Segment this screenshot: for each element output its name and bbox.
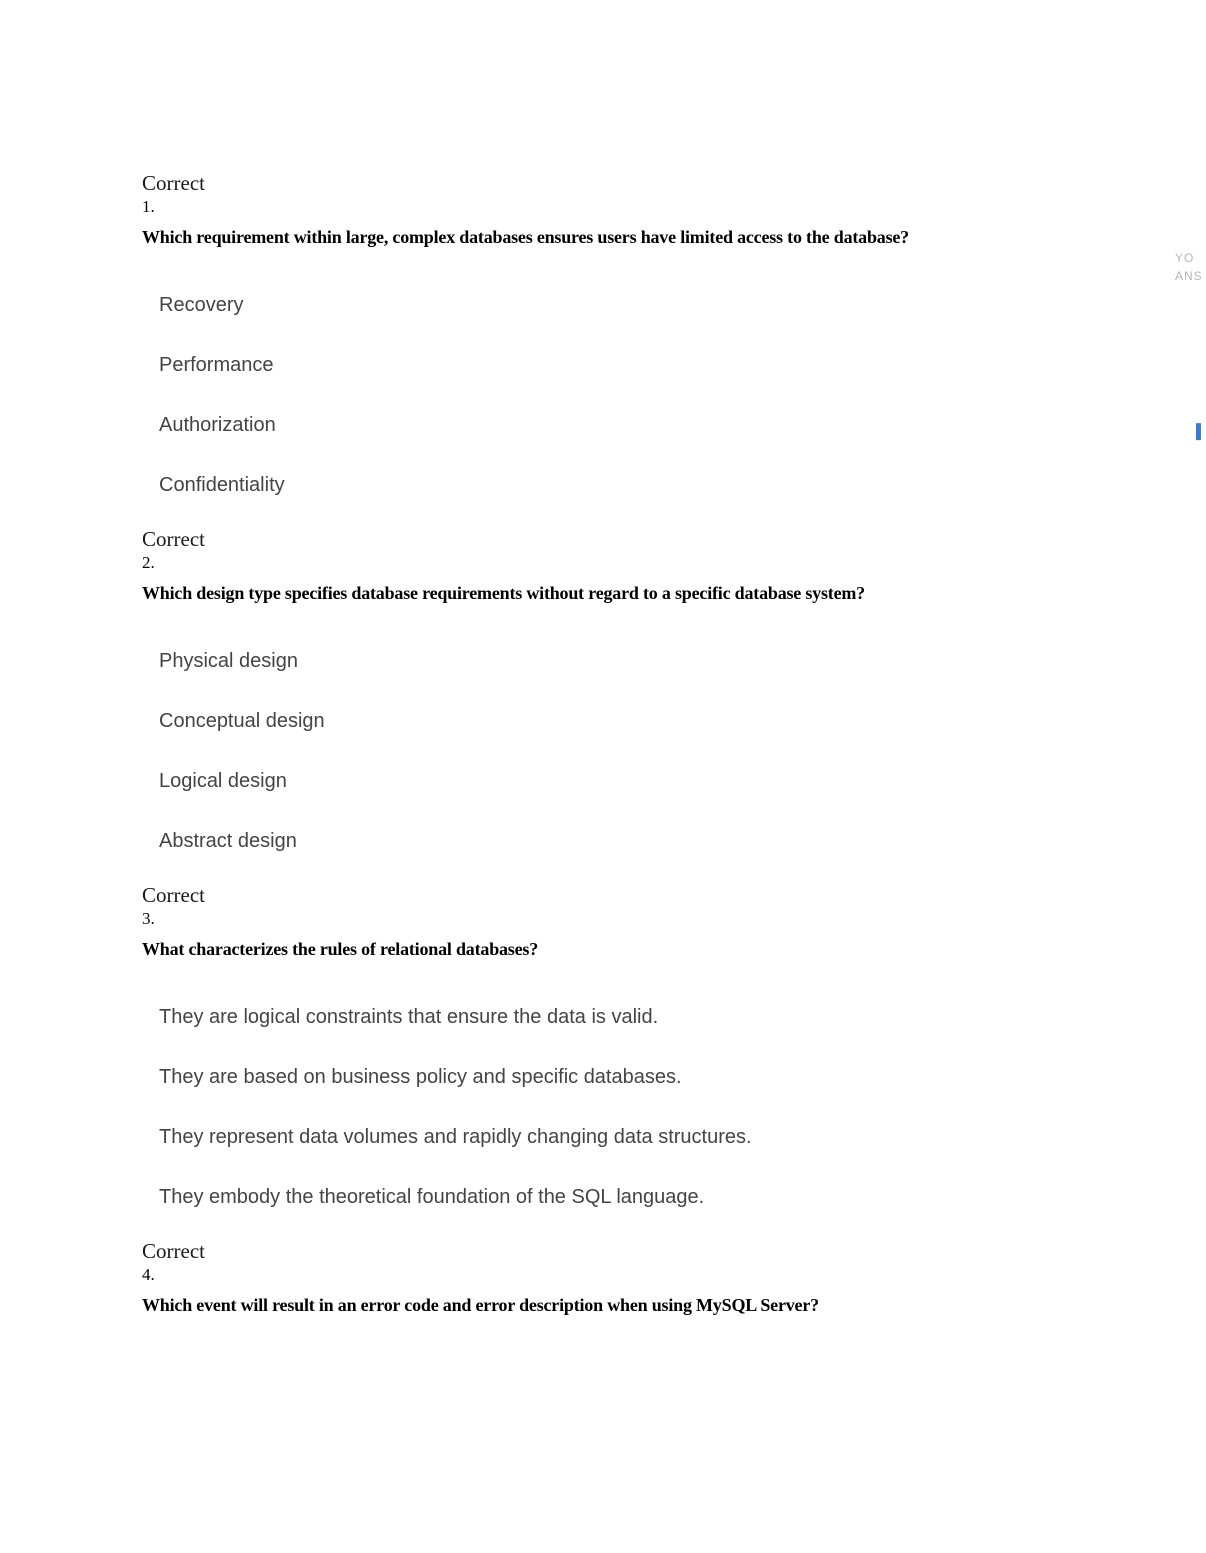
answer-option[interactable]: They are based on business policy and specific databases.: [159, 1066, 682, 1088]
answer-option[interactable]: Logical design: [159, 770, 287, 792]
question-1: [142, 171, 1182, 531]
question-number: 3.: [142, 909, 155, 928]
question-text: What characterizes the rules of relational databases?: [142, 939, 538, 959]
answer-option[interactable]: Conceptual design: [159, 710, 325, 732]
question-status: Correct: [142, 1239, 205, 1263]
answer-options: [159, 1003, 1182, 1243]
answer-option[interactable]: They embody the theoretical foundation of the SQL language.: [159, 1186, 705, 1208]
question-text: Which requirement within large, complex databases ensures users have limited access to the database?: [142, 227, 909, 247]
answer-option[interactable]: Authorization: [159, 414, 276, 436]
question-4: [142, 1239, 1182, 1323]
question-text: Which event will result in an error code and error description when using MySQL Server?: [142, 1295, 819, 1315]
question-text: Which design type specifies database requirements without regard to a specific database system?: [142, 583, 865, 603]
question-status: Correct: [142, 883, 205, 907]
question-number: 4.: [142, 1265, 155, 1284]
answer-option[interactable]: Confidentiality: [159, 474, 285, 496]
question-number: 2.: [142, 553, 155, 572]
answer-option[interactable]: Physical design: [159, 650, 298, 672]
answer-options: [159, 291, 1182, 531]
answer-options: [159, 647, 1182, 887]
side-marker-icon: ▌: [1196, 423, 1206, 439]
answer-option[interactable]: They are logical constraints that ensure the data is valid.: [159, 1006, 659, 1028]
question-status: Correct: [142, 171, 205, 195]
question-2: [142, 527, 1182, 887]
answer-option[interactable]: Recovery: [159, 294, 244, 316]
answer-option[interactable]: Abstract design: [159, 830, 297, 852]
side-panel-label-line2: ANS: [1175, 269, 1203, 283]
question-status: Correct: [142, 527, 205, 551]
side-panel-label-line1: YO: [1175, 251, 1195, 265]
question-number: 1.: [142, 197, 155, 216]
answer-option[interactable]: They represent data volumes and rapidly changing data structures.: [159, 1126, 752, 1148]
answer-option[interactable]: Performance: [159, 354, 274, 376]
question-3: [142, 883, 1182, 1243]
